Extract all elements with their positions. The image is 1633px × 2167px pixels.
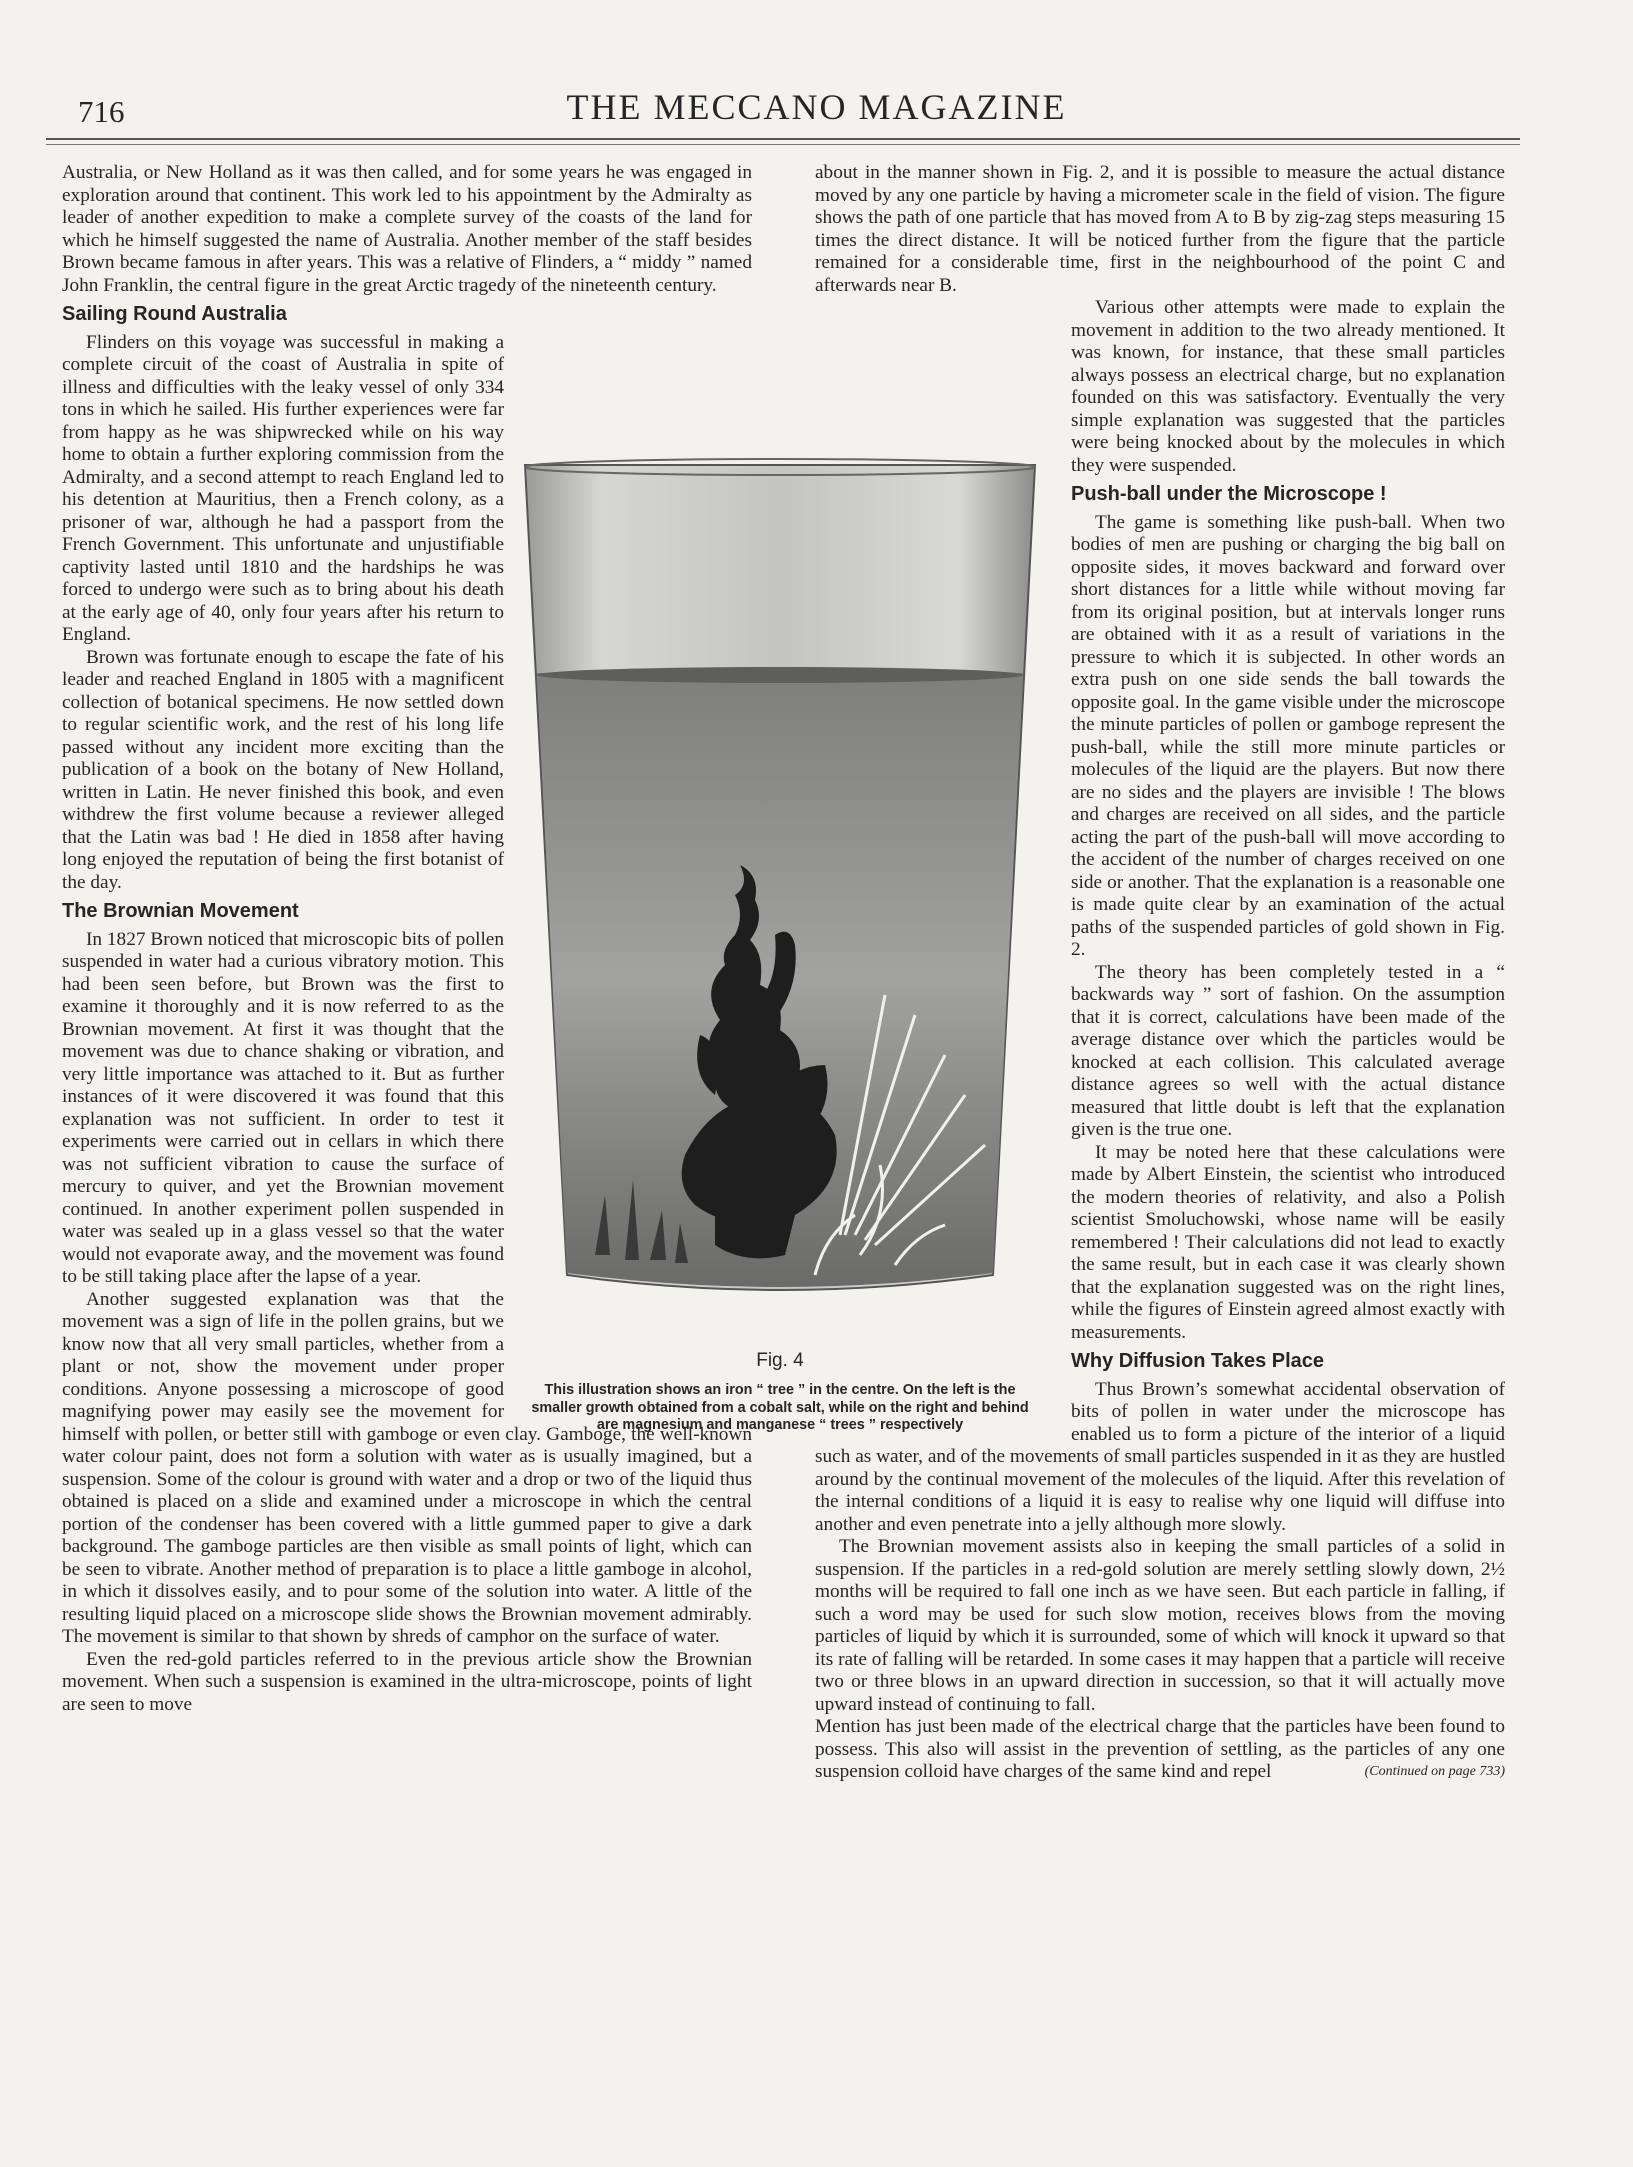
figure-caption (520, 1350, 1040, 1435)
header-rule (46, 138, 1520, 140)
paragraph: It may be noted here that these calculations were made by Albert Einstein, the scientist who introduced the modern theories of relativity, and also a Polish scientist Smoluchowski, whose name will be easily remembered ! Their calculations did not lead to exactly the same result, but in each case it was clearly shown that the explanation suggested was on the right lines, while the figures of Einstein agreed almost exactly with measurements. (1071, 1141, 1505, 1343)
header-rule-thin (46, 144, 1520, 145)
paragraph: The game is something like push-ball. When two bodies of men are pushing or charging the big ball on opposite sides, it moves backward and forward over short distances for a little while without moving far from its original position, but at intervals longer runs are obtained with it as a result of variations in the pressure to which it is subjected. In other words an extra push on one side sends the ball towards the opposite goal. In the game visible under the microscope the minute particles of pollen or gamboge represent the push-ball, while the still more minute particles or molecules of the liquid are the players. But now there are no sides and the players are invisible ! The blows and charges are received on all sides, and the particle acting the part of the push-ball will move according to the accident of the number of charges received on one side or another. That the explanation is a reasonable one is made quite clear by an examination of the actual paths of the suspended particles of gold shown in Fig. 2. (1071, 511, 1505, 960)
figure-label: Fig. 4 (756, 1350, 804, 1371)
paragraph: Thus Brown’s somewhat accidental observation of bits of pollen in water under the microscope has enabled us to form a picture of the interior of a liquid such as water, and of the movements of small particles suspended in it as they are hustled around by the continual movement of the molecules of the liquid. After this revelation of the internal conditions of a liquid it is easy to realise why one liquid will diffuse into another and even penetrate into a jelly although more slowly. (815, 1378, 1505, 1535)
magazine-title: THE MECCANO MAGAZINE (566, 87, 1067, 127)
continued-note: (Continued on page 733) (1364, 1764, 1505, 1779)
paragraph: Another suggested explanation was that the movement was a sign of life in the pollen grains, but we know now that all very small particles, whether from a plant or not, show the movement under proper conditions. Anyone possessing a microscope of good magnifying power may easily see the movement for himself with pollen, or better still with gamboge or even clay. Gamboge, the well-known water colour paint, does not form a solution with water as is usually imagined, but a suspension. Some of the colour is ground with water and a drop or two of the liquid thus obtained is placed on a slide and examined under a microscope in which the central portion of the condenser has been covered with a little gummed paper to give a dark background. The gamboge particles are then visible as small points of light, which can be seen to vibrate. Another method of preparation is to place a little gamboge in alcohol, in which it dissolves easily, and to pour some of the solution into water. A little of the resulting liquid placed on a microscope slide shows the Brownian movement admirably. The movement is similar to that shown by shreds of camphor on the surface of water. (62, 1288, 752, 1647)
glass-photo (515, 455, 1045, 1335)
paragraph: about in the manner shown in Fig. 2, and it is possible to measure the actual distance moved by any one particle by having a micrometer scale in the field of vision. The figure shows the path of one particle that has moved from A to B by zig-zag steps measuring 15 times the direct distance. It will be noticed further from the figure that the particle remained for a considerable time, first in the neighbourhood of the point C and afterwards near B. (815, 162, 1505, 296)
paragraph: The theory has been completely tested in a “ backwards way ” sort of fashion. On the assumption that it is correct, calculations have been made of the average distance over which the particles would be knocked at each collision. This calculated average distance agrees so well with the actual distance measured that little doubt is left that the explanation given is the true one. (1071, 961, 1505, 1140)
section-heading: The Brownian Movement (62, 900, 299, 922)
paragraph: In 1827 Brown noticed that microscopic bits of pollen suspended in water had a curious vibratory motion. This had been seen before, but Brown was the first to examine it thoroughly and it is now referred to as the Brownian movement. At first it was thought that the movement was due to chance shaking or vibration, and very little importance was attached to it. But as further instances of it were discovered it was found that this explanation was not sufficient. In order to test it experiments were carried out in cellars in which there was not sufficient vibration to cause the surface of mercury to quiver, and yet the Brownian movement continued. In another experiment pollen suspended in water was sealed up in a glass vessel so that the water would not evaporate away, and the movement was found to be still taking place after the lapse of a year. (62, 928, 504, 1287)
paragraph: Brown was fortunate enough to escape the fate of his leader and reached England in 1805 with a magnificent collection of botanical specimens. He now settled down to regular scientific work, and the rest of his long life passed without any incident more exciting than the publication of a book on the botany of New Holland, written in Latin. He never finished this book, and even withdrew the first volume because a reviewer alleged that the Latin was bad ! He died in 1858 after having long enjoyed the reputation of being the first botanist of the day. (62, 646, 504, 893)
paragraph: Mention has just been made of the electrical charge that the particles have been found to possess. This also will assist in the prevention of settling, as the particles of any one suspension colloid have charges of the same kind and repel (815, 1716, 1505, 1782)
section-heading: Sailing Round Australia (62, 303, 287, 325)
paragraph: Australia, or New Holland as it was then called, and for some years he was engaged in exploration around that continent. This work led to his appointment by the Admiralty as leader of another expedition to make a complete survey of the coasts of the land for which he himself suggested the name of Australia. Another member of the staff besides Brown became famous in after years. This was a relative of Flinders, a “ middy ” named John Franklin, the central figure in the great Arctic tragedy of the nineteenth century. (62, 162, 752, 296)
paragraph: Various other attempts were made to explain the movement in addition to the two already mentioned. It was known, for instance, that these small particles always possess an electrical charge, but no explanation founded on this was satisfactory. Eventually the very simple explanation was suggested that the particles were being knocked about by the molecules in which they were suspended. (1071, 297, 1505, 476)
figure-caption-text: This illustration shows an iron “ tree ” in the centre. On the left is the smaller growth obtained from a cobalt salt, while on the right and behind are magnesium and manganese “ trees ” respectively (531, 1382, 1029, 1433)
paragraph: The Brownian movement assists also in keeping the small particles of a solid in suspension. If the particles in a red-gold solution are merely settling slowly down, 2½ months will be required to fall one inch as we have seen. But each particle in falling, if such a word may be used for such slow motion, receives blows from the moving particles of liquid by which it is surrounded, some of which will knock it upward so that its rate of falling will be retarded. In some cases it may happen that a particle will receive two or three blows in an upward direction in succession, so that it will actually move upward instead of continuing to fall. (815, 1536, 1505, 1715)
page-number: 716 (78, 94, 125, 129)
section-heading: Why Diffusion Takes Place (1071, 1350, 1325, 1372)
paragraph: Flinders on this voyage was successful in making a complete circuit of the coast of Australia in spite of illness and difficulties with the leaky vessel of only 334 tons in which he sailed. His further experiences were far from happy as he was shipwrecked while on his way home to obtain a further exploring commission from the Admiralty, and a second attempt to reach England led to his detention at Mauritius, then a French colony, as a prisoner of war, although he had a passport from the French Government. This unfortunate and unjustifiable captivity lasted until 1810 and the hardships he was forced to undergo were such as to bring about his death at the early age of 40, only four years after his return to England. (62, 331, 504, 645)
section-heading: Push-ball under the Microscope ! (1071, 483, 1387, 505)
paragraph: Even the red-gold particles referred to in the previous article show the Brownian movement. When such a suspension is examined in the ultra-microscope, points of light are seen to move (62, 1648, 752, 1715)
